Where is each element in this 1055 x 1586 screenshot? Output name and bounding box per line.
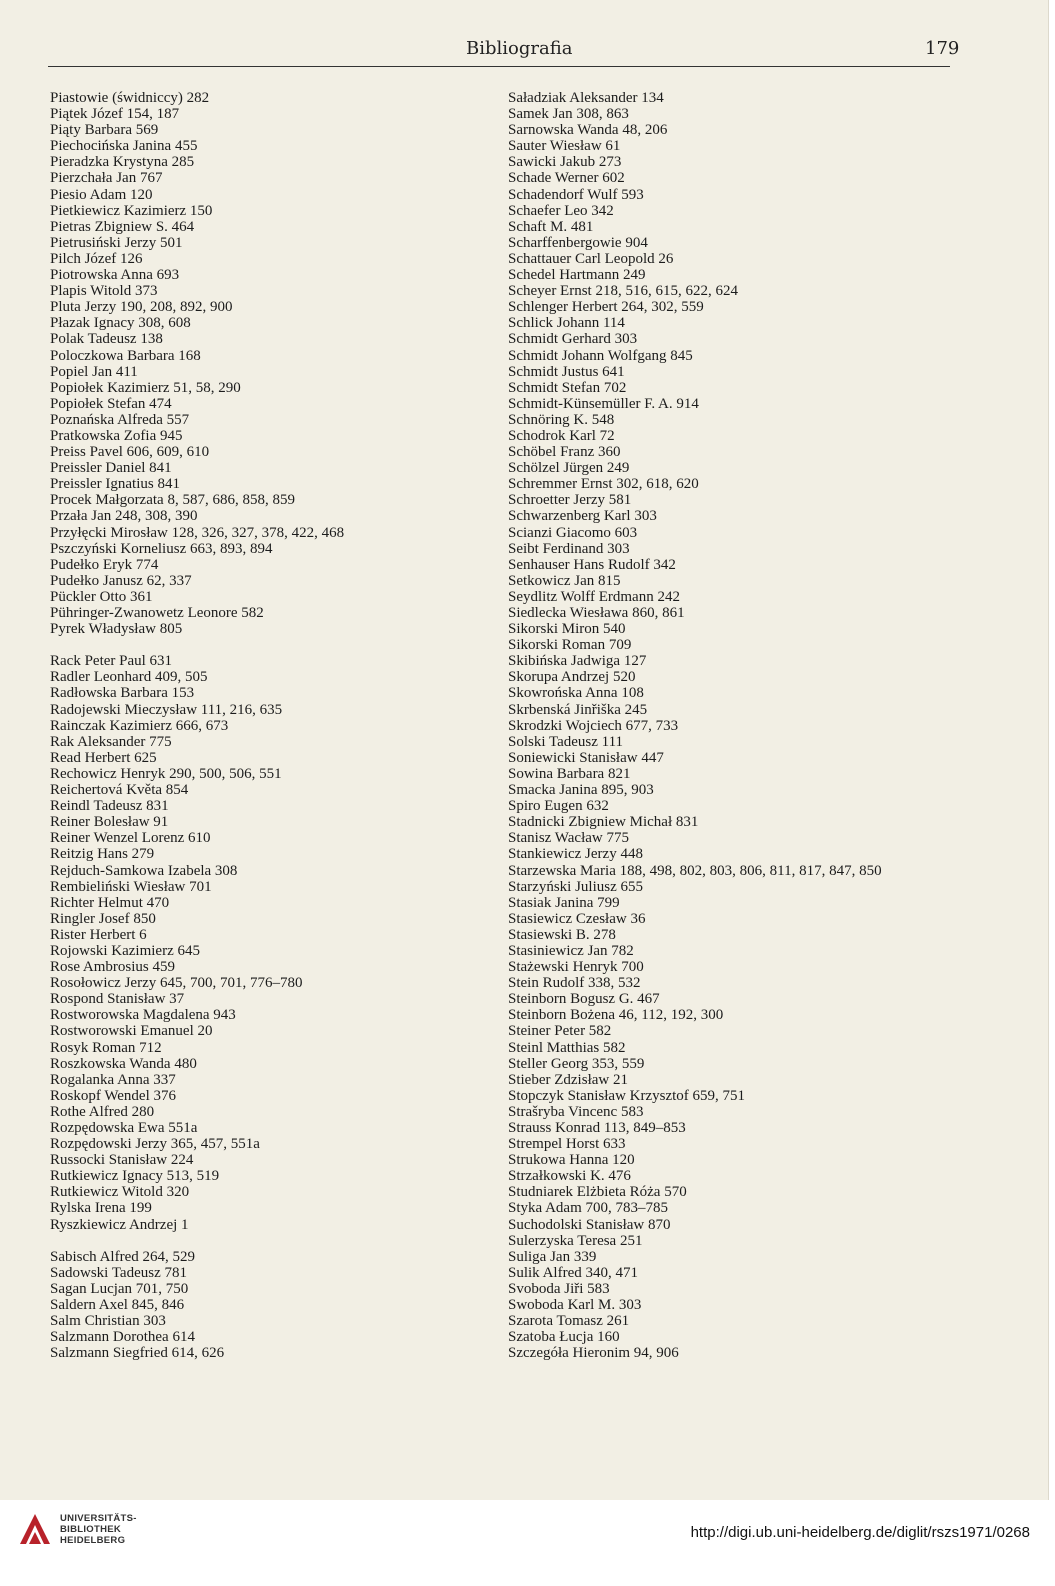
index-entry: Rozpędowska Ewa 551a — [50, 1120, 198, 1136]
index-entry: Schölzel Jürgen 249 — [508, 460, 630, 477]
index-entry: Steiner Peter 582 — [508, 1023, 612, 1040]
index-entry: Stasiniewicz Jan 782 — [508, 942, 634, 959]
index-entry: Rechowicz Henryk 290, 500, 506, 551 — [50, 765, 282, 782]
index-entry: Stieber Zdzisław 21 — [508, 1071, 628, 1088]
index-entry: Rainczak Kazimierz 666, 673 — [50, 717, 229, 734]
index-entry: Soniewicki Stanisław 447 — [508, 749, 664, 766]
index-entry: Procek Małgorzata 8, 587, 686, 858, 859 — [50, 492, 295, 509]
index-entry: Schmidt Justus 641 — [508, 363, 625, 380]
index-entry: Radłowska Barbara 153 — [50, 685, 195, 702]
index-entry: Schadendorf Wulf 593 — [508, 186, 644, 203]
index-entry: Rozpędowski Jerzy 365, 457, 551a — [50, 1136, 260, 1153]
index-entry: Rylska Irena 199 — [50, 1200, 152, 1217]
index-entry: Piątek Józef 154, 187 — [50, 106, 180, 123]
index-entry: Szczegóła Hieronim 94, 906 — [508, 1345, 679, 1362]
index-entry: Sabisch Alfred 264, 529 — [50, 1248, 195, 1265]
page-number: 179 — [925, 38, 960, 59]
index-entry: Sikorski Miron 540 — [508, 621, 626, 638]
index-entry: Suchodolski Stanisław 870 — [508, 1216, 671, 1233]
index-entry: Stadnicki Zbigniew Michał 831 — [508, 814, 699, 831]
index-entry: Salzmann Dorothea 614 — [50, 1329, 195, 1346]
index-entry: Sikorski Roman 709 — [508, 637, 632, 654]
index-entry: Popiołek Stefan 474 — [50, 395, 172, 412]
index-entry: Plapis Witold 373 — [50, 283, 158, 300]
index-entry: Schlenger Herbert 264, 302, 559 — [508, 299, 704, 316]
index-entry: Suliga Jan 339 — [508, 1248, 597, 1265]
index-entry: Schlick Johann 114 — [508, 315, 625, 332]
index-entry: Stażewski Henryk 700 — [508, 959, 644, 976]
index-entry: Senhauser Hans Rudolf 342 — [508, 556, 676, 573]
index-entry: Studniarek Elżbieta Róża 570 — [508, 1184, 687, 1201]
index-entry: Piąty Barbara 569 — [50, 122, 159, 139]
index-entry: Preissler Ignatius 841 — [50, 476, 180, 493]
index-entry: Samek Jan 308, 863 — [508, 106, 629, 123]
index-entry: Strašryba Vincenc 583 — [508, 1103, 644, 1120]
index-entry: Richter Helmut 470 — [50, 894, 170, 911]
index-entry: Starzewska Maria 188, 498, 802, 803, 806, 811, 817, 847, 850 — [508, 862, 882, 879]
index-entry: Pieradzka Krystyna 285 — [50, 154, 195, 171]
index-entry: Sulik Alfred 340, 471 — [508, 1264, 638, 1281]
index-entry: Reiner Wenzel Lorenz 610 — [50, 830, 211, 847]
index-entry: Spiro Eugen 632 — [508, 798, 609, 815]
index-entry: Scharffenbergowie 904 — [508, 234, 648, 251]
index-entry: Skrodzki Wojciech 677, 733 — [508, 717, 679, 734]
header-rule — [48, 66, 950, 67]
index-entry: Rak Aleksander 775 — [50, 733, 172, 750]
index-entry: Sarnowska Wanda 48, 206 — [508, 122, 668, 139]
index-entry: Popiel Jan 411 — [50, 363, 138, 380]
index-entry: Schaft M. 481 — [508, 218, 594, 235]
footer-bar — [0, 1500, 1055, 1586]
index-entry: Skorupa Andrzej 520 — [508, 669, 636, 686]
page-header-title: Bibliografia — [466, 38, 573, 59]
index-entry: Rostworowska Magdalena 943 — [50, 1007, 236, 1024]
index-entry: Rutkiewicz Ignacy 513, 519 — [50, 1168, 220, 1185]
index-entry: Strukowa Hanna 120 — [508, 1152, 635, 1169]
index-entry: Schmidt-Künsemüller F. A. 914 — [508, 395, 699, 412]
index-entry: Schnöring K. 548 — [508, 411, 615, 428]
university-library-logo-icon — [18, 1512, 52, 1546]
index-entry: Szarota Tomasz 261 — [508, 1313, 630, 1330]
index-entry: Stankiewicz Jerzy 448 — [508, 846, 643, 863]
index-entry: Pudełko Eryk 774 — [50, 556, 159, 573]
index-entry: Saładziak Aleksander 134 — [508, 90, 664, 106]
index-entry: Stasiak Janina 799 — [508, 894, 620, 911]
library-name-line: UNIVERSITÄTS- — [60, 1513, 137, 1524]
library-name-line: BIBLIOTHEK — [60, 1524, 122, 1535]
index-entry: Sowina Barbara 821 — [508, 765, 631, 782]
index-entry: Polak Tadeusz 138 — [50, 331, 163, 348]
index-entry: Saldern Axel 845, 846 — [50, 1297, 185, 1314]
index-entry: Schwarzenberg Karl 303 — [508, 508, 657, 525]
index-entry: Setkowicz Jan 815 — [508, 572, 621, 589]
index-entry: Schmidt Gerhard 303 — [508, 331, 638, 348]
source-url-link[interactable]: http://digi.ub.uni-heidelberg.de/diglit/rszs1971/0268 — [690, 1524, 1030, 1541]
index-entry: Sadowski Tadeusz 781 — [50, 1264, 187, 1281]
index-entry: Schremmer Ernst 302, 618, 620 — [508, 476, 699, 493]
index-entry: Pückler Otto 361 — [50, 588, 153, 605]
index-entry: Pudełko Janusz 62, 337 — [50, 572, 192, 589]
index-entry: Rothe Alfred 280 — [50, 1103, 155, 1120]
index-entry: Rogalanka Anna 337 — [50, 1071, 176, 1088]
index-entry: Rejduch-Samkowa Izabela 308 — [50, 862, 238, 879]
index-entry: Reiner Bolesław 91 — [50, 814, 169, 831]
index-entry: Popiołek Kazimierz 51, 58, 290 — [50, 379, 241, 396]
index-entry: Stein Rudolf 338, 532 — [508, 975, 641, 992]
index-entry: Solski Tadeusz 111 — [508, 733, 624, 750]
index-entry: Strauss Konrad 113, 849–853 — [508, 1120, 686, 1136]
index-entry: Rojowski Kazimierz 645 — [50, 942, 200, 959]
index-entry: Starzyński Juliusz 655 — [508, 878, 643, 895]
index-entry: Swoboda Karl M. 303 — [508, 1297, 642, 1314]
index-entry: Schade Werner 602 — [508, 170, 625, 187]
index-entry: Scheyer Ernst 218, 516, 615, 622, 624 — [508, 283, 738, 300]
index-entry: Rosyk Roman 712 — [50, 1039, 162, 1056]
index-entry: Seibt Ferdinand 303 — [508, 540, 630, 557]
index-entry: Preiss Pavel 606, 609, 610 — [50, 444, 210, 461]
index-entry: Pietkiewicz Kazimierz 150 — [50, 202, 213, 219]
index-entry: Sauter Wiesław 61 — [508, 138, 621, 155]
index-entry: Radojewski Mieczysław 111, 216, 635 — [50, 701, 283, 718]
index-entry: Read Herbert 625 — [50, 749, 157, 766]
index-entry: Schattauer Carl Leopold 26 — [508, 250, 674, 267]
index-entry: Schedel Hartmann 249 — [508, 267, 646, 284]
index-entry: Piesio Adam 120 — [50, 186, 153, 203]
index-entry: Pluta Jerzy 190, 208, 892, 900 — [50, 299, 233, 316]
library-name-line: HEIDELBERG — [60, 1535, 126, 1546]
index-entry: Poznańska Alfreda 557 — [50, 411, 190, 428]
index-entry: Pietras Zbigniew S. 464 — [50, 218, 195, 235]
index-entry: Pszczyński Korneliusz 663, 893, 894 — [50, 540, 273, 557]
index-entry: Seydlitz Wolff Erdmann 242 — [508, 588, 680, 605]
index-entry: Schöbel Franz 360 — [508, 444, 621, 461]
index-column-left — [50, 90, 344, 1361]
index-entry: Roszkowska Wanda 480 — [50, 1055, 197, 1072]
index-entry: Szatoba Łucja 160 — [508, 1329, 620, 1346]
index-entry: Rutkiewicz Witold 320 — [50, 1184, 190, 1201]
index-entry: Rostworowski Emanuel 20 — [50, 1023, 213, 1040]
index-entry: Rosołowicz Jerzy 645, 700, 701, 776–780 — [50, 975, 303, 992]
index-entry: Skrbenská Jinřiška 245 — [508, 701, 648, 718]
index-entry: Schroetter Jerzy 581 — [508, 492, 632, 509]
index-entry: Salzmann Siegfried 614, 626 — [50, 1345, 225, 1362]
index-entry: Steinborn Bożena 46, 112, 192, 300 — [508, 1007, 724, 1024]
index-entry: Piotrowska Anna 693 — [50, 267, 180, 284]
index-column-right — [508, 90, 882, 1361]
index-entry: Styka Adam 700, 783–785 — [508, 1200, 668, 1217]
index-entry: Russocki Stanisław 224 — [50, 1152, 194, 1169]
index-entry: Schmidt Johann Wolfgang 845 — [508, 347, 693, 364]
index-entry: Rister Herbert 6 — [50, 926, 147, 943]
index-entry: Skowrońska Anna 108 — [508, 685, 644, 702]
index-entry: Strzałkowski K. 476 — [508, 1168, 631, 1185]
index-entry: Sagan Lucjan 701, 750 — [50, 1280, 189, 1297]
index-entry: Stopczyk Stanisław Krzysztof 659, 751 — [508, 1087, 746, 1104]
index-entry: Pilch Józef 126 — [50, 250, 143, 267]
index-entry: Przyłęcki Mirosław 128, 326, 327, 378, 422, 468 — [50, 524, 345, 541]
index-entry: Rospond Stanisław 37 — [50, 991, 185, 1008]
index-entry: Przała Jan 248, 308, 390 — [50, 508, 198, 525]
index-entry: Scianzi Giacomo 603 — [508, 524, 638, 541]
index-entry: Stanisz Wacław 775 — [508, 830, 629, 847]
index-entry: Schodrok Karl 72 — [508, 427, 615, 444]
index-entry: Steller Georg 353, 559 — [508, 1055, 645, 1072]
index-entry: Piechocińska Janina 455 — [50, 138, 198, 155]
index-entry: Sawicki Jakub 273 — [508, 154, 622, 171]
index-entry: Stasiewski B. 278 — [508, 926, 616, 943]
index-entry: Smacka Janina 895, 903 — [508, 782, 654, 799]
index-entry: Płazak Ignacy 308, 608 — [50, 315, 191, 332]
index-entry: Steinborn Bogusz G. 467 — [508, 991, 660, 1008]
index-entry: Pyrek Władysław 805 — [50, 621, 183, 638]
section-gap — [50, 637, 344, 653]
index-entry: Pierzchała Jan 767 — [50, 170, 163, 187]
index-entry: Pietrusiński Jerzy 501 — [50, 234, 183, 251]
index-entry: Schaefer Leo 342 — [508, 202, 614, 219]
index-entry: Pratkowska Zofia 945 — [50, 427, 183, 444]
index-entry: Radler Leonhard 409, 505 — [50, 669, 208, 686]
index-entry: Steinl Matthias 582 — [508, 1039, 626, 1056]
index-entry: Preissler Daniel 841 — [50, 460, 172, 477]
index-entry: Strempel Horst 633 — [508, 1136, 626, 1153]
index-entry: Ryszkiewicz Andrzej 1 — [50, 1216, 189, 1233]
index-entry: Stasiewicz Czesław 36 — [508, 910, 646, 927]
index-entry: Roskopf Wendel 376 — [50, 1087, 177, 1104]
index-entry: Sulerzyska Teresa 251 — [508, 1232, 643, 1249]
index-entry: Salm Christian 303 — [50, 1313, 166, 1330]
index-entry: Schmidt Stefan 702 — [508, 379, 627, 396]
index-entry: Piastowie (świdniccy) 282 — [50, 90, 210, 106]
index-entry: Ringler Josef 850 — [50, 910, 156, 927]
index-entry: Poloczkowa Barbara 168 — [50, 347, 201, 364]
index-entry: Siedlecka Wiesława 860, 861 — [508, 605, 685, 621]
index-entry: Reitzig Hans 279 — [50, 846, 155, 863]
library-name — [60, 1513, 137, 1546]
index-entry: Reindl Tadeusz 831 — [50, 798, 169, 815]
index-entry: Pühringer-Zwanowetz Leonore 582 — [50, 605, 264, 621]
index-entry: Rack Peter Paul 631 — [50, 653, 173, 670]
index-entry: Skibińska Jadwiga 127 — [508, 653, 647, 670]
index-entry: Rembieliński Wiesław 701 — [50, 878, 212, 895]
index-entry: Svoboda Jiři 583 — [508, 1280, 610, 1297]
index-entry: Rose Ambrosius 459 — [50, 959, 176, 976]
index-entry: Reichertová Květa 854 — [50, 782, 189, 799]
section-gap — [50, 1233, 344, 1249]
